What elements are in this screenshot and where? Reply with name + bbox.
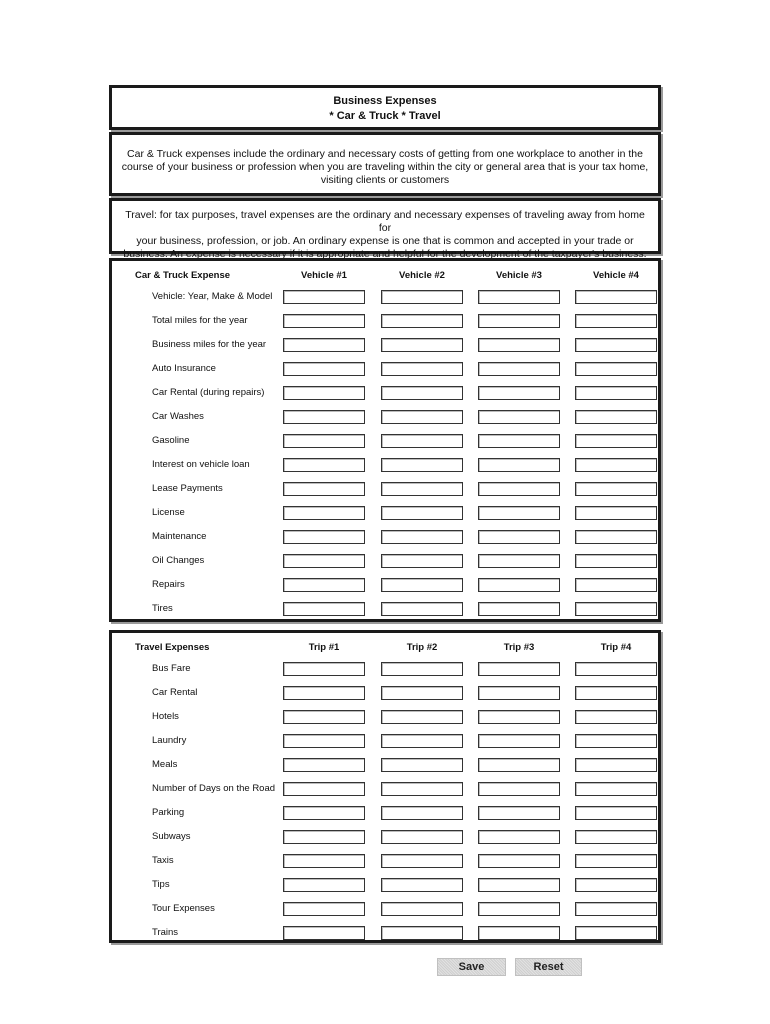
- car-truck-input-r12-c3[interactable]: [478, 554, 560, 568]
- travel-description-line-2: your business, profession, or job. An ordinary expense is one that is common and accepted in your trade or: [136, 235, 634, 247]
- car-truck-input-r11-c4[interactable]: [575, 530, 657, 544]
- travel-row-label: Hotels: [152, 711, 179, 722]
- car-truck-input-r5-c3[interactable]: [478, 386, 560, 400]
- car-truck-input-r10-c3[interactable]: [478, 506, 560, 520]
- reset-button[interactable]: Reset: [515, 958, 582, 976]
- travel-row-label: Trains: [152, 927, 179, 938]
- travel-input-r1-c3[interactable]: [478, 662, 560, 676]
- travel-input-r3-c4[interactable]: [575, 710, 657, 724]
- car-truck-row-label: Lease Payments: [152, 483, 223, 494]
- travel-input-r7-c4[interactable]: [575, 806, 657, 820]
- car-truck-description: Car & Truck expenses include the ordinary and necessary costs of getting from one workplace to another in the course of your business or profession when you are traveling within the city or general area that is your tax home, visiting clients or customers: [121, 148, 649, 186]
- car-truck-column-header-3: Vehicle #3: [496, 270, 542, 281]
- travel-input-r8-c3[interactable]: [478, 830, 560, 844]
- travel-input-r2-c3[interactable]: [478, 686, 560, 700]
- travel-input-r7-c1[interactable]: [283, 806, 365, 820]
- travel-input-r2-c4[interactable]: [575, 686, 657, 700]
- travel-row-label: Car Rental: [152, 687, 198, 698]
- form-title: Business Expenses: [333, 95, 437, 107]
- car-truck-input-r10-c1[interactable]: [283, 506, 365, 520]
- car-truck-input-r6-c3[interactable]: [478, 410, 560, 424]
- travel-input-r7-c3[interactable]: [478, 806, 560, 820]
- travel-row-label: Laundry: [152, 735, 187, 746]
- car-truck-input-r13-c2[interactable]: [381, 578, 463, 592]
- car-truck-input-r9-c4[interactable]: [575, 482, 657, 496]
- car-truck-input-r5-c2[interactable]: [381, 386, 463, 400]
- travel-input-r11-c4[interactable]: [575, 902, 657, 916]
- travel-row-label: Meals: [152, 759, 178, 770]
- travel-input-r6-c2[interactable]: [381, 782, 463, 796]
- travel-input-r8-c4[interactable]: [575, 830, 657, 844]
- travel-input-r9-c1[interactable]: [283, 854, 365, 868]
- car-truck-input-r3-c3[interactable]: [478, 338, 560, 352]
- travel-input-r4-c3[interactable]: [478, 734, 560, 748]
- travel-input-r4-c4[interactable]: [575, 734, 657, 748]
- travel-input-r12-c4[interactable]: [575, 926, 657, 940]
- car-truck-input-r2-c4[interactable]: [575, 314, 657, 328]
- car-truck-column-header-1: Vehicle #1: [301, 270, 347, 281]
- car-truck-input-r10-c4[interactable]: [575, 506, 657, 520]
- car-truck-column-header-2: Vehicle #2: [399, 270, 445, 281]
- travel-input-r6-c1[interactable]: [283, 782, 365, 796]
- travel-description-line-1: Travel: for tax purposes, travel expenses are the ordinary and necessary expenses of traveling away from home for: [125, 209, 645, 234]
- travel-input-r7-c2[interactable]: [381, 806, 463, 820]
- travel-input-r3-c1[interactable]: [283, 710, 365, 724]
- car-truck-input-r11-c3[interactable]: [478, 530, 560, 544]
- car-truck-input-r11-c1[interactable]: [283, 530, 365, 544]
- travel-input-r10-c3[interactable]: [478, 878, 560, 892]
- car-truck-row-label: Oil Changes: [152, 555, 205, 566]
- car-truck-input-r1-c2[interactable]: [381, 290, 463, 304]
- car-truck-row-label: Tires: [152, 603, 173, 614]
- car-truck-row-label: Car Rental (during repairs): [152, 387, 265, 398]
- travel-input-r5-c4[interactable]: [575, 758, 657, 772]
- travel-input-r4-c2[interactable]: [381, 734, 463, 748]
- travel-input-r2-c1[interactable]: [283, 686, 365, 700]
- car-truck-row-label: Interest on vehicle loan: [152, 459, 250, 470]
- car-truck-row-label: Vehicle: Year, Make & Model: [152, 291, 273, 302]
- travel-row-label: Bus Fare: [152, 663, 191, 674]
- car-truck-input-r4-c4[interactable]: [575, 362, 657, 376]
- travel-column-header-1: Trip #1: [308, 642, 340, 653]
- car-truck-input-r8-c2[interactable]: [381, 458, 463, 472]
- travel-input-r12-c2[interactable]: [381, 926, 463, 940]
- travel-input-r2-c2[interactable]: [381, 686, 463, 700]
- travel-input-r8-c2[interactable]: [381, 830, 463, 844]
- car-truck-heading: Car & Truck Expense: [135, 270, 231, 281]
- car-truck-input-r14-c2[interactable]: [381, 602, 463, 616]
- travel-input-r6-c4[interactable]: [575, 782, 657, 796]
- travel-input-r5-c1[interactable]: [283, 758, 365, 772]
- car-truck-input-r5-c1[interactable]: [283, 386, 365, 400]
- travel-row-label: Subways: [152, 831, 191, 842]
- travel-input-r1-c4[interactable]: [575, 662, 657, 676]
- car-truck-input-r6-c1[interactable]: [283, 410, 365, 424]
- travel-row-label: Parking: [152, 807, 185, 818]
- car-truck-input-r3-c2[interactable]: [381, 338, 463, 352]
- travel-column-header-4: Trip #4: [600, 642, 632, 653]
- car-truck-input-r8-c3[interactable]: [478, 458, 560, 472]
- car-truck-input-r7-c3[interactable]: [478, 434, 560, 448]
- car-truck-row-label: Car Washes: [152, 411, 204, 422]
- car-truck-input-r7-c4[interactable]: [575, 434, 657, 448]
- car-truck-column-header-4: Vehicle #4: [593, 270, 639, 281]
- car-truck-row-label: License: [152, 507, 185, 518]
- car-truck-input-r9-c3[interactable]: [478, 482, 560, 496]
- car-truck-input-r12-c4[interactable]: [575, 554, 657, 568]
- car-truck-row-label: Total miles for the year: [152, 315, 248, 326]
- car-truck-input-r4-c1[interactable]: [283, 362, 365, 376]
- form-subtitle: * Car & Truck * Travel: [329, 110, 441, 122]
- travel-description-line-3: business. An expense is necessary if it is appropriate and helpful for the development of the taxpayer's business.: [123, 248, 647, 260]
- car-truck-input-r13-c3[interactable]: [478, 578, 560, 592]
- car-truck-input-r3-c4[interactable]: [575, 338, 657, 352]
- travel-input-r9-c2[interactable]: [381, 854, 463, 868]
- car-truck-row-label: Repairs: [152, 579, 185, 590]
- travel-input-r9-c3[interactable]: [478, 854, 560, 868]
- car-truck-input-r1-c4[interactable]: [575, 290, 657, 304]
- travel-input-r12-c1[interactable]: [283, 926, 365, 940]
- travel-input-r1-c2[interactable]: [381, 662, 463, 676]
- travel-input-r4-c1[interactable]: [283, 734, 365, 748]
- car-truck-input-r13-c1[interactable]: [283, 578, 365, 592]
- travel-input-r3-c3[interactable]: [478, 710, 560, 724]
- travel-input-r3-c2[interactable]: [381, 710, 463, 724]
- car-truck-input-r1-c1[interactable]: [283, 290, 365, 304]
- car-truck-input-r6-c4[interactable]: [575, 410, 657, 424]
- car-truck-input-r7-c2[interactable]: [381, 434, 463, 448]
- save-button[interactable]: Save: [437, 958, 506, 976]
- car-truck-input-r6-c2[interactable]: [381, 410, 463, 424]
- car-truck-input-r9-c1[interactable]: [283, 482, 365, 496]
- car-truck-input-r3-c1[interactable]: [283, 338, 365, 352]
- car-truck-input-r8-c4[interactable]: [575, 458, 657, 472]
- car-truck-input-r14-c4[interactable]: [575, 602, 657, 616]
- travel-input-r10-c1[interactable]: [283, 878, 365, 892]
- car-truck-input-r14-c3[interactable]: [478, 602, 560, 616]
- car-truck-input-r12-c1[interactable]: [283, 554, 365, 568]
- car-truck-description-box: [109, 132, 661, 196]
- car-truck-input-r10-c2[interactable]: [381, 506, 463, 520]
- travel-description-box: [109, 198, 661, 260]
- car-truck-input-r12-c2[interactable]: [381, 554, 463, 568]
- form-title-box: [109, 85, 661, 130]
- car-truck-input-r4-c2[interactable]: [381, 362, 463, 376]
- travel-input-r5-c3[interactable]: [478, 758, 560, 772]
- car-truck-input-r11-c2[interactable]: [381, 530, 463, 544]
- travel-expense-section: [109, 630, 661, 943]
- travel-row-label: Tips: [152, 879, 170, 890]
- car-truck-input-r14-c1[interactable]: [283, 602, 365, 616]
- car-truck-row-label: Business miles for the year: [152, 339, 267, 350]
- car-truck-input-r4-c3[interactable]: [478, 362, 560, 376]
- travel-input-r11-c2[interactable]: [381, 902, 463, 916]
- car-truck-input-r8-c1[interactable]: [283, 458, 365, 472]
- travel-row-label: Number of Days on the Road: [152, 783, 276, 794]
- travel-heading: Travel Expenses: [135, 642, 210, 653]
- travel-column-header-2: Trip #2: [406, 642, 438, 653]
- travel-input-r6-c3[interactable]: [478, 782, 560, 796]
- travel-input-r10-c2[interactable]: [381, 878, 463, 892]
- car-truck-row-label: Auto Insurance: [152, 363, 216, 374]
- travel-input-r11-c3[interactable]: [478, 902, 560, 916]
- car-truck-input-r2-c3[interactable]: [478, 314, 560, 328]
- travel-input-r11-c1[interactable]: [283, 902, 365, 916]
- car-truck-input-r13-c4[interactable]: [575, 578, 657, 592]
- car-truck-input-r1-c3[interactable]: [478, 290, 560, 304]
- travel-input-r8-c1[interactable]: [283, 830, 365, 844]
- travel-input-r5-c2[interactable]: [381, 758, 463, 772]
- car-truck-row-label: Maintenance: [152, 531, 207, 542]
- travel-row-label: Tour Expenses: [152, 903, 215, 914]
- car-truck-input-r7-c1[interactable]: [283, 434, 365, 448]
- car-truck-expense-section: [109, 258, 661, 622]
- travel-column-header-3: Trip #3: [503, 642, 535, 653]
- travel-input-r12-c3[interactable]: [478, 926, 560, 940]
- travel-input-r10-c4[interactable]: [575, 878, 657, 892]
- travel-input-r1-c1[interactable]: [283, 662, 365, 676]
- car-truck-input-r5-c4[interactable]: [575, 386, 657, 400]
- car-truck-row-label: Gasoline: [152, 435, 190, 446]
- travel-row-label: Taxis: [152, 855, 174, 866]
- car-truck-input-r9-c2[interactable]: [381, 482, 463, 496]
- car-truck-input-r2-c2[interactable]: [381, 314, 463, 328]
- travel-input-r9-c4[interactable]: [575, 854, 657, 868]
- car-truck-input-r2-c1[interactable]: [283, 314, 365, 328]
